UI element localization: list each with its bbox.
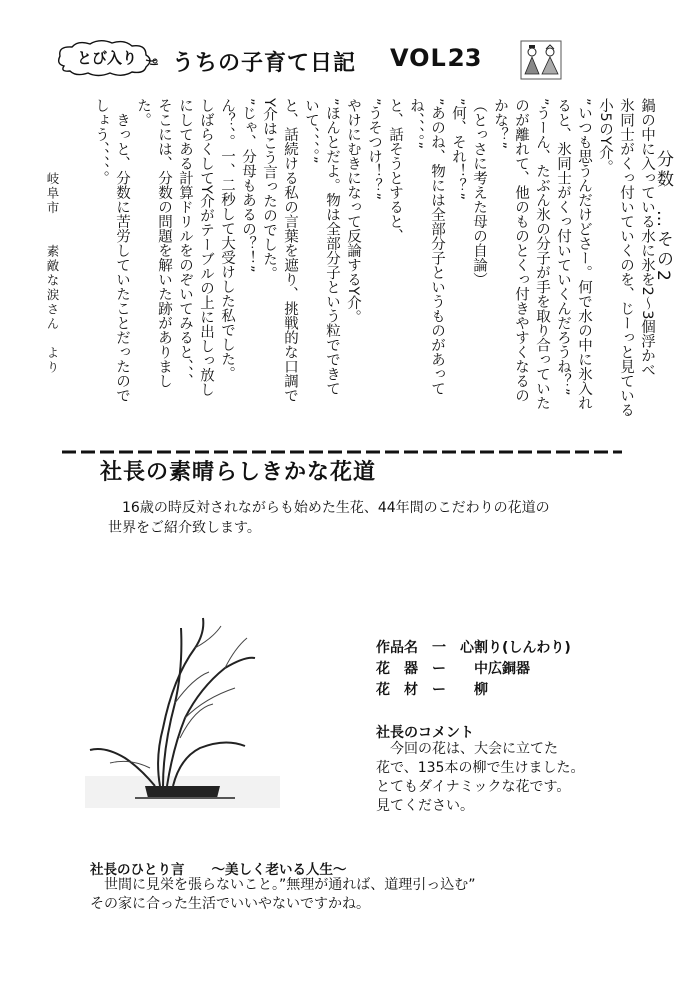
essay-byline: 岐阜市 素敵な涙さん より [45,172,60,375]
comment-line: 花で、135本の柳で生けました。 [376,760,585,776]
comment-heading: 社長のコメント [376,725,474,741]
essay-line: と、話続ける私の言葉を遮り、挑戦的な口調で [282,98,298,403]
comment-line: 今回の花は、大会に立てた [390,741,558,757]
essay-line: 小5のY介。 [597,98,613,175]
essay-line: Y介はこう言ったのでした。 [261,98,277,281]
section-intro [108,498,588,538]
essay-line: （とっさに考えた母の自論） [471,98,487,287]
header-title: うちの子育て日記 [172,51,357,76]
saying-body [90,876,610,914]
saying-line: その家に合った生活でいいやないですかね。 [90,896,370,912]
essay-line: そこには、分数の問題を解いた跡がありまし [156,98,172,388]
saying-line: 世間に見栄を張らないこと。”無理が通れば、道理引っ込む” [90,877,476,893]
essay-line: かな？” [492,98,508,150]
volume-number: 23 [448,44,482,72]
essay-line: やけにむきになって反論するY介。 [345,98,361,325]
saying-heading: 社長のひとり言 〜美しく老いる人生〜 [90,862,347,878]
essay-line: にしてある計算ドリルをのぞいてみると、、、 [177,98,193,388]
comment-body [376,740,606,816]
ikebana-photo [85,608,280,808]
essay-line: 鍋の中に入っている水に氷を2〜3個浮かべ [639,98,655,378]
essay-line: のが離れて、他のものとくっ付きやすくなるの [513,98,529,403]
vessel: 花 器 ー 中広銅器 [376,661,530,677]
hina-dolls-icon [520,40,562,80]
essay-line: いて、、、。” [303,98,319,164]
intro-line: 世界をご紹介致します。 [108,520,261,536]
essay-line: と、話そうとすると、 [387,98,403,243]
essay-line: ”いつも思うんだけどさー。何で水の中に氷入れ [576,98,592,411]
essay-line: きっと、分数に苦労していたことだったので [114,98,130,403]
intro-line: 16歳の時反対されながらも始めた生花、44年間のこだわりの花道の [122,500,550,516]
material: 花 材 ー 柳 [376,682,488,698]
essay-line: た。 [135,98,151,127]
essay-line: ”うそつけ！？” [366,98,382,201]
essay-line: ”じゃ、分母もあるの？！” [240,98,256,273]
header-badge: とび入り [76,49,137,67]
essay-line: しばらくしてY介がテーブルの上に出しっ放し [198,98,214,397]
essay-body [90,98,657,488]
artwork-details [376,638,571,701]
comment-line: 見てください。 [376,798,474,814]
essay-line: ”あのね、物には全部分子というものがあって [429,98,445,396]
essay-line: ”ほんとだよ。物は全部分子という粒でできて [324,98,340,396]
essay-line: ”うーん、たぶん氷の分子が手を取り合っていた [534,98,550,411]
work-name: 作品名 一 心割り(しんわり) [376,640,571,656]
essay-line: 氷同士がくっ付いていくのを、じーっと見ている [618,98,634,417]
comment-line: とてもダイナミックな花です。 [376,779,571,795]
essay-line: ね、、、。” [408,98,424,150]
essay-side-title: 分数 …その2 [653,150,673,284]
essay-line: ると、氷同士がくっ付いていくんだろうね？” [555,98,571,396]
essay-line: ”何、それ！？” [450,98,466,201]
volume-label: VOL. [390,44,457,72]
section-title: 社長の素晴らしきかな花道 [100,460,377,485]
essay-line: ん？、。一、二秒して大受けした私でした。 [219,98,235,381]
essay-line: しょう、、、、。 [93,98,109,185]
